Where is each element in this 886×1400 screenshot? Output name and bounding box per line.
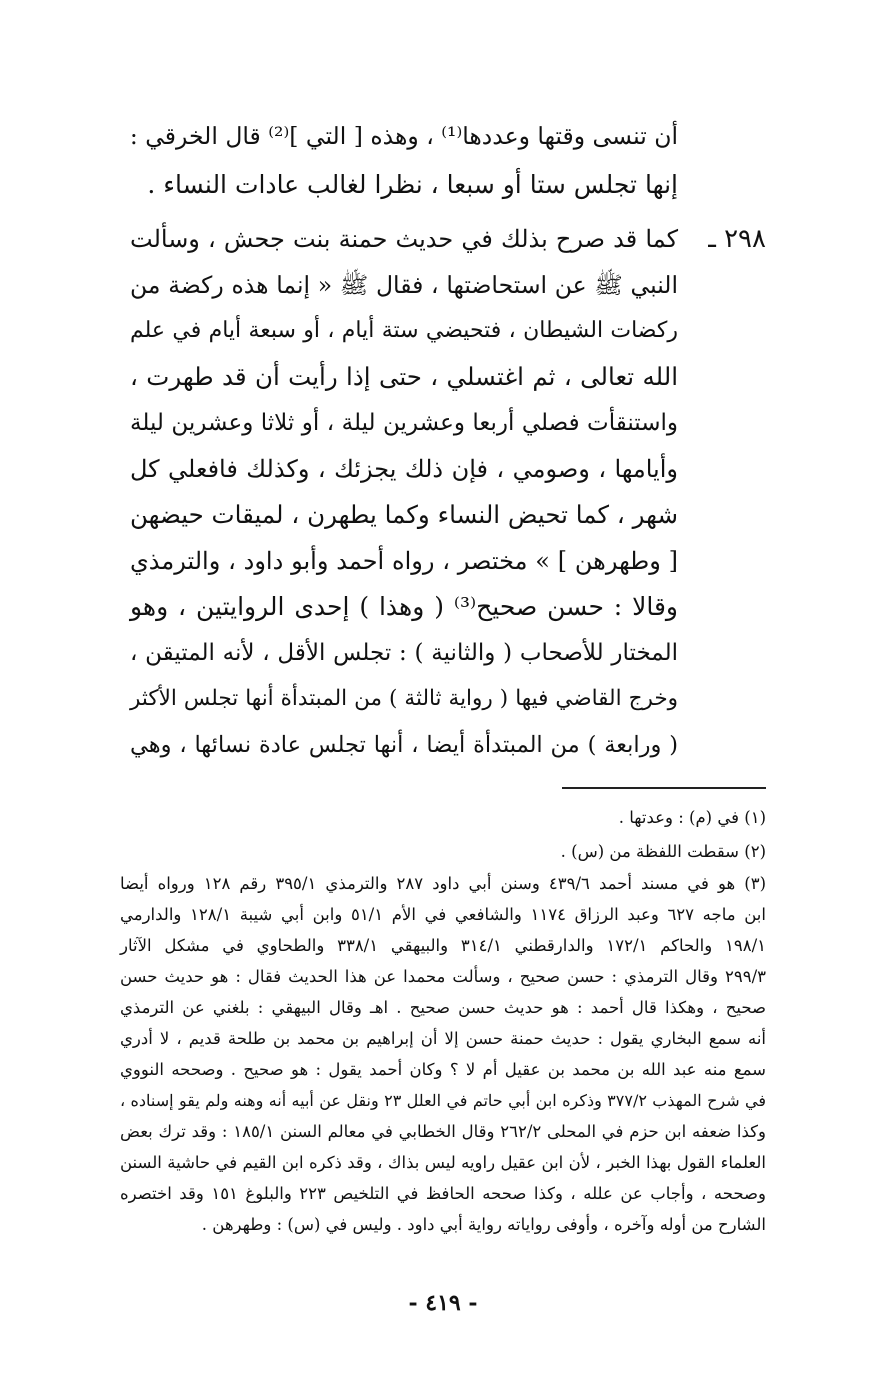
footnote-line: الشارح من أوله وآخره ، وأوفى رواياته رواية أبي داود . وليس في (س) : وطهرهن . [201,1215,766,1234]
footnote-line: في شرح المهذب ٣٧٧/٢ وذكره ابن أبي حاتم في العلل ٢٣ ونقل عن أبيه أنه وهنه ولم يقو إسناده ، [120,1091,766,1110]
main-text-line: واستنقأت فصلي أربعا وعشرين ليلة ، أو ثلاثا وعشرين ليلة [130,410,678,436]
main-text-line: إنها تجلس ستا أو سبعا ، نظرا لغالب عادات النساء . [147,170,678,199]
main-text-line: أن تنسى وقتها وعددها⁽¹⁾ ، وهذه [ التي ]⁽²⁾ قال الخرقي : [129,122,678,150]
footnote-line: ١٩٨/١ والحاكم ١٧٢/١ والدارقطني ٣١٤/١ والبيهقي ٣٣٨/١ والطحاوي في مشكل الآثار [120,936,766,955]
main-text-line: شهر ، كما تحيض النساء وكما يطهرن ، لميقات حيضهن [130,500,678,529]
main-text-line: [ وطهرهن ] » مختصر ، رواه أحمد وأبو داود ، والترمذي [130,547,678,575]
page-number: - ٤١٩ - [408,1290,478,1316]
footnote-line: ٢٩٩/٣ وقال الترمذي : حسن صحيح ، وسألت محمدا عن هذا الحديث فقال : هو حديث حسن [120,967,766,986]
footnote-line: وكذا ضعفه ابن حزم في المحلى ٢٦٢/٢ وقال الخطابي في معالم السنن ١٨٥/١ : وقد ترك بعض [120,1122,766,1141]
main-text-line: المختار للأصحاب ( والثانية ) : تجلس الأقل ، لأنه المتيقن ، [130,640,678,666]
main-text-line: وقالا : حسن صحيح⁽³⁾ ( وهذا ) إحدى الروايتين ، وهو [130,592,678,621]
main-text-line: النبي ﷺ عن استحاضتها ، فقال ﷺ « إنما هذه ركضة من [130,271,678,299]
footnote-line: أنه سمع البخاري يقول : حديث حمنة حسن إلا أن إبراهيم بن محمد بن طلحة قديم ، لا أدري [120,1029,766,1048]
main-text-line: الله تعالى ، ثم اغتسلي ، حتى إذا رأيت أن قد طهرت ، [130,362,678,391]
footnote-line: صحيح ، وهكذا قال أحمد : هو حديث حسن صحيح . اهـ وقال البيهقي : بلغني عن الترمذي [120,998,766,1017]
main-text-line: ( ورابعة ) من المبتدأة أيضا ، أنها تجلس عادة نسائها ، وهي [130,732,678,758]
footnote-line: وصححه ، وأجاب عن علله ، وكذا صححه الحافظ في التلخيص ٢٢٣ والبلوغ ١٥١ وقد اختصره [120,1184,766,1203]
main-text-line: ركضات الشيطان ، فتحيضي ستة أيام ، أو سبعة أيام في علم [130,318,678,343]
footnote-line: (١) في (م) : وعدتها . [618,808,766,827]
footnote-line: (٢) سقطت اللفظة من (س) . [560,842,766,861]
main-text-line: وأيامها ، وصومي ، فإن ذلك يجزئك ، وكذلك فافعلي كل [130,455,678,483]
main-text-line: كما قد صرح بذلك في حديث حمنة بنت جحش ، وسألت [130,225,678,253]
footnote-line: ابن ماجه ٦٢٧ وعبد الرزاق ١١٧٤ والشافعي في الأم ٥١/١ وابن أبي شيبة ١٢٨/١ والدارمي [120,905,766,924]
hadith-number: ٢٩٨ ـ [708,224,766,254]
footnote-line: سمع منه عبد الله بن محمد بن عقيل أم لا ؟ وكان أحمد يقول : هو صحيح . وصححه النووي [120,1060,766,1079]
main-text-line: وخرج القاضي فيها ( رواية ثالثة ) من المبتدأة أنها تجلس الأكثر [130,686,678,711]
footnote-line: (٣) هو في مسند أحمد ٤٣٩/٦ وسنن أبي داود ٢٨٧ والترمذي ٣٩٥/١ رقم ١٢٨ ورواه أيضا [120,874,766,893]
footnote-line: العلماء القول بهذا الخبر ، لأن ابن عقيل راويه ليس بذاك ، وقد ذكره ابن القيم في حاشية السنن [120,1153,766,1172]
footnote-separator [562,787,766,789]
